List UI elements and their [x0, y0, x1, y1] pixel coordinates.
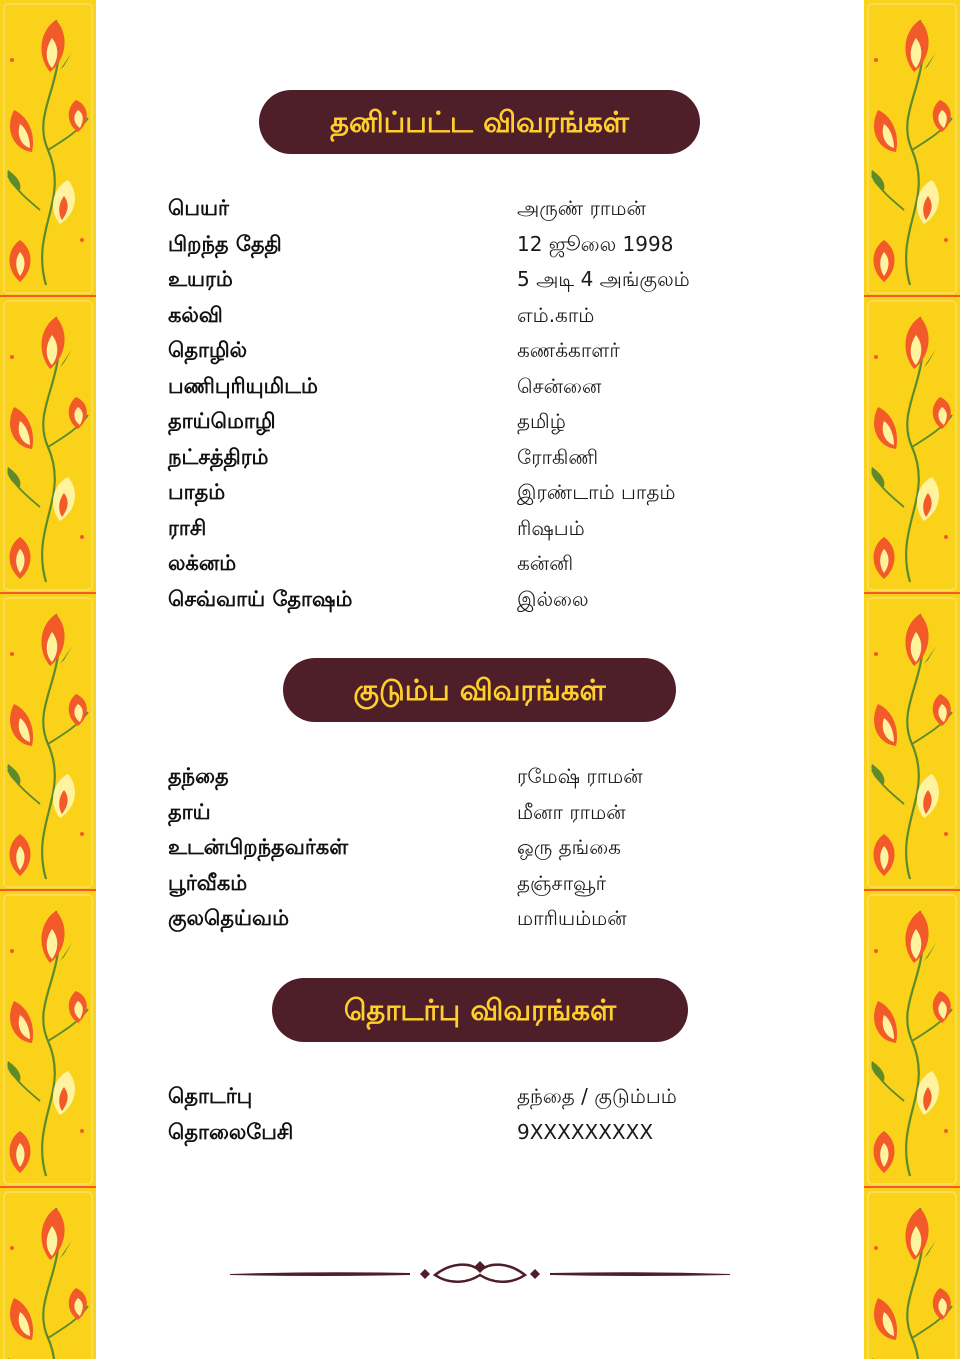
field-label: உடன்பிறந்தவர்கள் [168, 835, 349, 859]
field-value: தமிழ் [517, 409, 566, 433]
contact-details-heading: தொடர்பு விவரங்கள் [272, 978, 688, 1042]
field-label: பணிபுரியுமிடம் [168, 373, 318, 398]
right-floral-border [864, 0, 960, 1359]
list-item [168, 1120, 788, 1156]
contact-details-list [168, 1084, 788, 1155]
field-value: தந்தை / குடும்பம் [517, 1084, 677, 1108]
field-value: மாரியம்மன் [517, 906, 627, 930]
field-label: குலதெய்வம் [168, 906, 289, 930]
field-value: ஒரு தங்கை [517, 835, 621, 859]
field-label: பெயர் [168, 196, 229, 220]
family-details-heading: குடும்ப விவரங்கள் [283, 658, 676, 722]
list-item [168, 374, 788, 410]
list-item [168, 409, 788, 445]
list-item [168, 906, 788, 942]
field-label: செவ்வாய் தோஷம் [168, 586, 353, 611]
list-item [168, 338, 788, 374]
list-item [168, 764, 788, 800]
field-label: கல்வி [168, 302, 223, 327]
list-item [168, 267, 788, 303]
list-item [168, 871, 788, 907]
field-value: கணக்காளர் [517, 338, 620, 362]
field-label: ராசி [168, 515, 207, 540]
field-label: லக்னம் [168, 551, 237, 575]
list-item [168, 232, 788, 268]
family-details-list [168, 764, 788, 942]
field-label: தாய் [168, 799, 211, 824]
field-value: 5 அடி 4 அங்குலம் [517, 267, 690, 291]
list-item [168, 445, 788, 481]
field-value: கன்னி [517, 551, 574, 575]
list-item [168, 303, 788, 339]
field-value: எம்.காம் [517, 302, 595, 327]
field-value: ரமேஷ் ராமன் [517, 764, 643, 788]
personal-details-list [168, 196, 788, 622]
personal-details-heading: தனிப்பட்ட விவரங்கள் [259, 90, 700, 154]
field-value: இல்லை [517, 586, 589, 611]
field-label: தந்தை [168, 764, 229, 788]
list-item [168, 480, 788, 516]
field-label: தொடர்பு [168, 1084, 253, 1108]
field-label: தாய்மொழி [168, 409, 276, 433]
list-item [168, 196, 788, 232]
list-item [168, 800, 788, 836]
field-label: பிறந்த தேதி [168, 231, 282, 256]
list-item [168, 587, 788, 623]
list-item [168, 835, 788, 871]
field-label: உயரம் [168, 267, 233, 291]
field-label: நட்சத்திரம் [168, 444, 269, 469]
field-label: பூர்வீகம் [168, 870, 248, 895]
floral-vine-icon [0, 0, 96, 1359]
list-item [168, 551, 788, 587]
field-label: தொழில் [168, 338, 248, 362]
field-value: ரிஷபம் [517, 515, 585, 540]
floral-vine-icon [864, 0, 960, 1359]
field-label: தொலைபேசி [168, 1119, 294, 1144]
field-value: 12 ஜூலை 1998 [517, 231, 674, 256]
field-label: பாதம் [168, 480, 226, 504]
field-value: சென்னை [517, 373, 602, 398]
field-value: தஞ்சாவூர் [517, 870, 607, 895]
field-value: ரோகிணி [517, 444, 599, 469]
left-floral-border [0, 0, 96, 1359]
field-value: இரண்டாம் பாதம் [517, 480, 676, 504]
field-value: 9XXXXXXXXX [517, 1119, 654, 1144]
field-value: மீனா ராமன் [517, 799, 626, 824]
scroll-divider-icon [230, 1255, 730, 1295]
list-item [168, 516, 788, 552]
list-item [168, 1084, 788, 1120]
field-value: அருண் ராமன் [517, 196, 646, 220]
